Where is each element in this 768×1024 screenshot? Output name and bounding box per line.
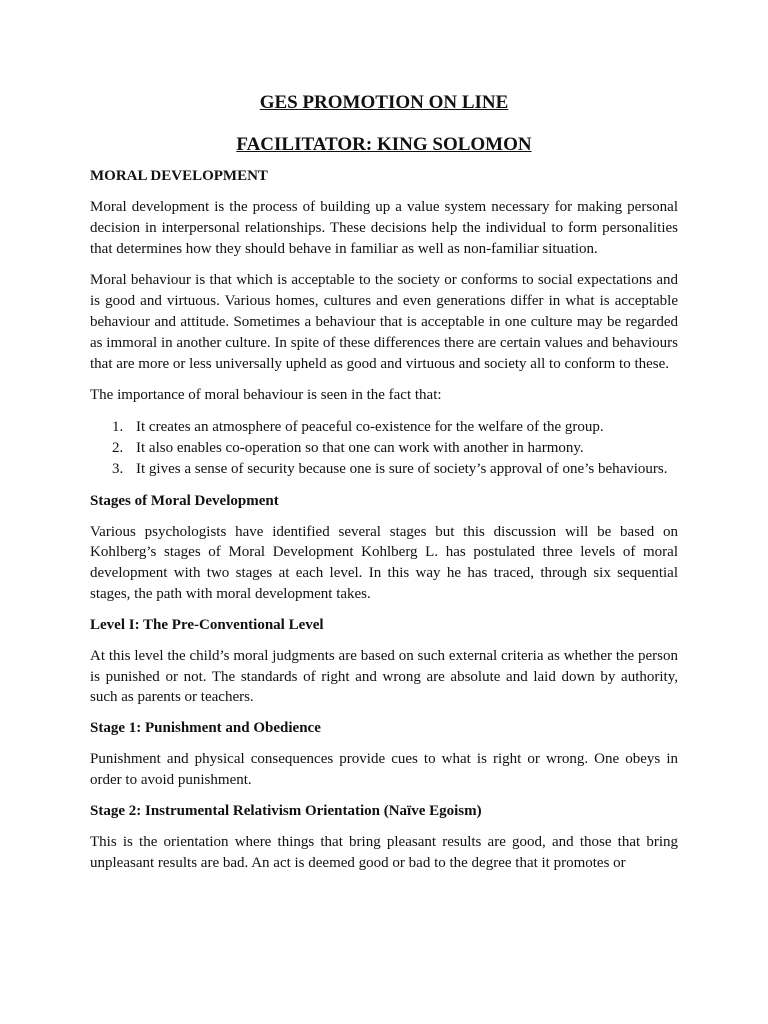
document-title: GES PROMOTION ON LINE bbox=[259, 92, 509, 113]
paragraph-importance-intro: The importance of moral behaviour is seen in the fact that: bbox=[90, 387, 442, 404]
paragraph-stages: Various psychologists have identified several stages but this discussion will be based on Kohlberg’s stages of Moral Development Kohlberg L. has postulated three levels of moral development with two stages at each level. In this way he has traced, through six sequential stages, the path with moral development takes. bbox=[90, 523, 678, 602]
list-item-number: 2. bbox=[112, 439, 124, 456]
list-item-number: 1. bbox=[112, 419, 124, 436]
list-item-text: It gives a sense of security because one is sure of society’s approval of one’s behaviours. bbox=[136, 460, 668, 477]
paragraph-definition: Moral development is the process of building up a value system necessary for making personal decision in interpersonal relationships. These decisions help the individual to form personalities that determines how they should behave in familiar as well as non-familiar situation. bbox=[90, 199, 678, 257]
list-item-text: It also enables co-operation so that one can work with another in harmony. bbox=[136, 439, 584, 456]
importance-list bbox=[90, 417, 678, 479]
list-item bbox=[90, 417, 678, 438]
list-item-text: It creates an atmosphere of peaceful co-existence for the welfare of the group. bbox=[136, 419, 604, 436]
facilitator-title: FACILITATOR: KING SOLOMON bbox=[236, 134, 532, 155]
stage2-heading: Stage 2: Instrumental Relativism Orientation (Naïve Egoism) bbox=[90, 802, 482, 819]
paragraph-stage2: This is the orientation where things that bring pleasant results are good, and those that bring unpleasant results are bad. An act is deemed good or bad to the degree that it promotes or bbox=[90, 833, 678, 871]
paragraph-moral-behaviour: Moral behaviour is that which is acceptable to the society or conforms to social expectations and is good and virtuous. Various homes, cultures and even generations differ in what is acceptable behaviour and attitude. Sometimes a behaviour that is acceptable in one culture may be regarded as immoral in another culture. In spite of these differences there are certain values and behaviours that are more or less universally upheld as good and virtuous and society all to conform to these. bbox=[90, 272, 678, 372]
stages-heading: Stages of Moral Development bbox=[90, 492, 279, 509]
list-item bbox=[90, 459, 678, 480]
list-item-number: 3. bbox=[112, 460, 124, 477]
paragraph-stage1: Punishment and physical consequences provide cues to what is right or wrong. One obeys in order to avoid punishment. bbox=[90, 751, 678, 788]
section-heading-moral-development: MORAL DEVELOPMENT bbox=[90, 168, 268, 184]
level1-heading: Level I: The Pre-Conventional Level bbox=[90, 616, 324, 633]
stage1-heading: Stage 1: Punishment and Obedience bbox=[90, 720, 321, 737]
paragraph-level1: At this level the child’s moral judgments are based on such external criteria as whether the person is punished or not. The standards of right and wrong are absolute and laid down by authority, such as parents or teachers. bbox=[90, 647, 678, 706]
list-item bbox=[90, 438, 678, 459]
